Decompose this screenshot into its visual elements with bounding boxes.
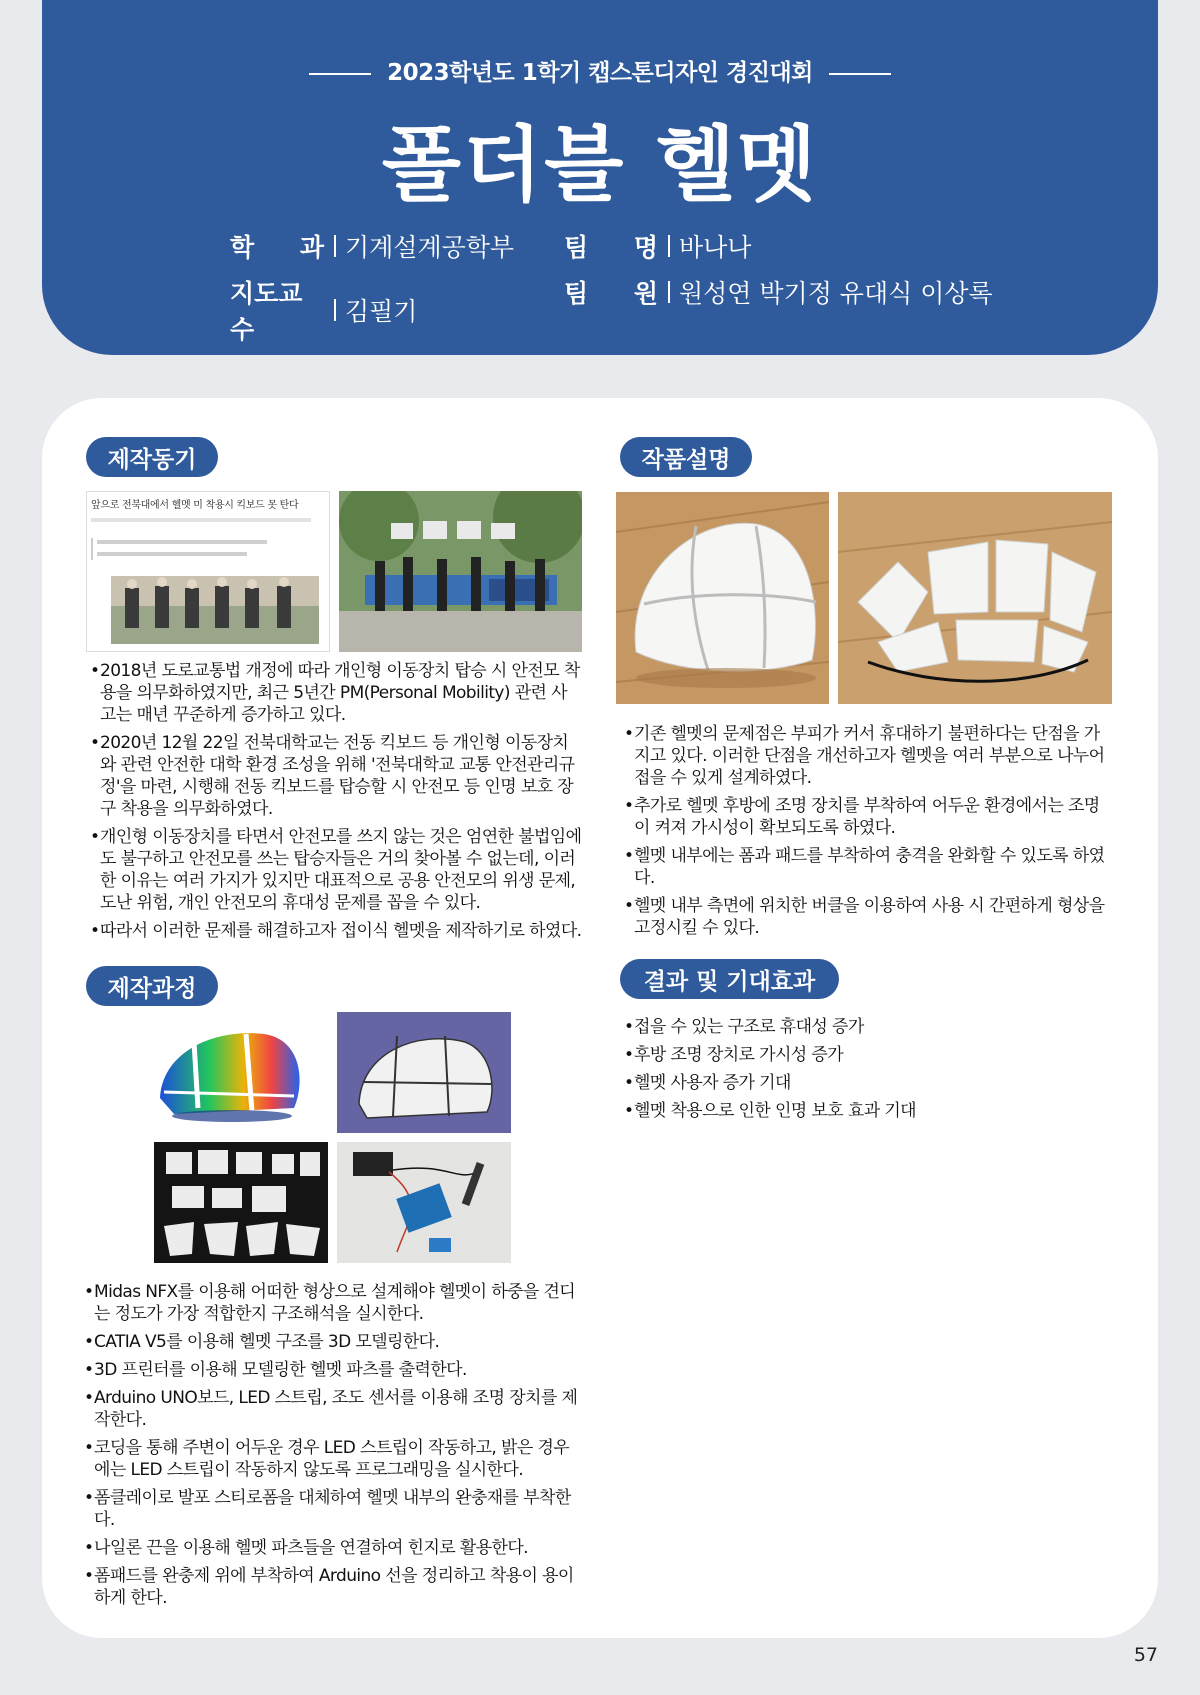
title-rule-left [309,73,371,75]
list-item: • 3D 프린터를 이용해 모델링한 헬멧 파츠를 출력한다. [84,1359,582,1381]
list-item: • 폼패드를 완충제 위에 부착하여 Arduino 선을 정리하고 착용이 용이하게 한다. [84,1565,582,1609]
campaign-scene [339,491,582,652]
catia-model-image [337,1012,511,1133]
structural-analysis-image [154,1012,328,1133]
arduino-circuit-photo [337,1142,511,1263]
list-item: • 헬멧 사용자 증가 기대 [624,1072,1112,1094]
project-title: 폴더블 헬멧 [381,118,819,213]
list-item: • 폼클레이로 발포 스티로폼을 대체하여 헬멧 내부의 완충재를 부착한다. [84,1487,582,1531]
section-title-results: 결과 및 기대효과 [620,959,839,999]
team-value: 바나나 [679,233,752,262]
helmet-folded-photo [838,492,1112,704]
advisor-value: 김필기 [345,297,418,326]
dept-label: 학 과 [230,233,324,262]
members-row [564,274,993,310]
members-label: 팀 원 [564,279,658,308]
members-value: 원성연 박기정 유대식 이상록 [679,279,993,308]
list-item: • 2020년 12월 22일 전북대학교는 전동 킥보드 등 개인형 이동장치와 관련 안전한 대학 환경 조성을 위해 '전북대학교 교통 안전관리규정'을 마련, 시행해 전동 킥보드를 탑승할 시 안전모 등 인명 보호 장구 착용을 의무화하였다. [90,732,582,820]
fea-helmet-render [154,1012,328,1133]
list-item: • 기존 헬멧의 문제점은 부피가 커서 휴대하기 불편하다는 단점을 가지고 있다. 이러한 단점을 개선하고자 헬멧을 여러 부분으로 나누어 접을 수 있게 설계하였다. [624,723,1112,789]
helmet-parts-layout [154,1142,328,1263]
advisor-row [230,274,417,346]
section-title-process: 제작과정 [86,966,218,1006]
helmet-assembled-photo [616,492,829,704]
team-row [564,228,751,264]
printed-parts-image [154,1142,328,1263]
catia-helmet-render [337,1012,511,1133]
list-item: • 접을 수 있는 구조로 휴대성 증가 [624,1016,1112,1038]
separator [668,281,670,303]
separator [334,299,336,321]
separator [668,235,670,257]
dept-row [230,228,514,264]
folded-helmet-image [838,492,1112,704]
contest-title: 2023학년도 1학기 캡스톤디자인 경진대회 [42,54,1158,87]
list-item: • 헬멧 내부에는 폼과 패드를 부착하여 충격을 완화할 수 있도록 하였다. [624,845,1112,889]
list-item: • 개인형 이동장치를 타면서 안전모를 쓰지 않는 것은 엄연한 불법임에도 불구하고 안전모를 쓰는 탑승자들은 거의 찾아볼 수 없는데, 이러한 이유는 여러 가지가 있지만 대표적으로 공용 안전모의 위생 문제, 도난 위험, 개인 안전모의 휴대성 문제를 꼽을 수 있다. [90,826,582,914]
process-bullets [84,1281,582,1615]
results-bullets [624,1016,1112,1128]
motivation-bullets [90,660,582,948]
section-title-description: 작품설명 [620,437,752,477]
description-bullets [624,723,1112,945]
advisor-label: 지도교수 [230,279,303,344]
page-number: 57 [1133,1644,1158,1666]
list-item: • 추가로 헬멧 후방에 조명 장치를 부착하여 어두운 환경에서는 조명이 켜져 가시성이 확보되도록 하였다. [624,795,1112,839]
list-item: • 나일론 끈을 이용해 헬멧 파츠들을 연결하여 힌지로 활용한다. [84,1537,582,1559]
news-article-image [86,491,330,652]
dept-value: 기계설계공학부 [345,233,515,262]
list-item: • 코딩을 통해 주변이 어두운 경우 LED 스트립이 작동하고, 밝은 경우에는 LED 스트립이 작동하지 않도록 프로그래밍을 실시한다. [84,1437,582,1481]
scooter-riders-photo [87,492,330,652]
title-rule-right [829,73,891,75]
campaign-photo [339,491,582,652]
list-item: • 헬멧 착용으로 인한 인명 보호 효과 기대 [624,1100,1112,1122]
header-banner [42,0,1158,355]
news-headline: 앞으로 전북대에서 헬멧 미 착용시 킥보드 못 탄다 [91,500,299,511]
separator [334,235,336,257]
section-title-motivation: 제작동기 [86,437,218,477]
list-item: • 2018년 도로교통법 개정에 따라 개인형 이동장치 탑승 시 안전모 착용을 의무화하였지만, 최근 5년간 PM(Personal Mobility) 관련 사고는 매년 꾸준하게 증가하고 있다. [90,660,582,726]
list-item: • 따라서 이러한 문제를 해결하고자 접이식 헬멧을 제작하기로 하였다. [90,920,582,942]
list-item: • 후방 조명 장치로 가시성 증가 [624,1044,1112,1066]
arduino-circuit-image [337,1142,511,1263]
list-item: • Midas NFX를 이용해 어떠한 형상으로 설계해야 헬멧이 하중을 견디는 정도가 가장 적합한지 구조해석을 실시한다. [84,1281,582,1325]
list-item: • 헬멧 내부 측면에 위치한 버클을 이용하여 사용 시 간편하게 형상을 고정시킬 수 있다. [624,895,1112,939]
list-item: • Arduino UNO보드, LED 스트립, 조도 센서를 이용해 조명 장치를 제작한다. [84,1387,582,1431]
team-label: 팀 명 [564,233,658,262]
list-item: • CATIA V5를 이용해 헬멧 구조를 3D 모델링한다. [84,1331,582,1353]
assembled-helmet-image [616,492,829,704]
